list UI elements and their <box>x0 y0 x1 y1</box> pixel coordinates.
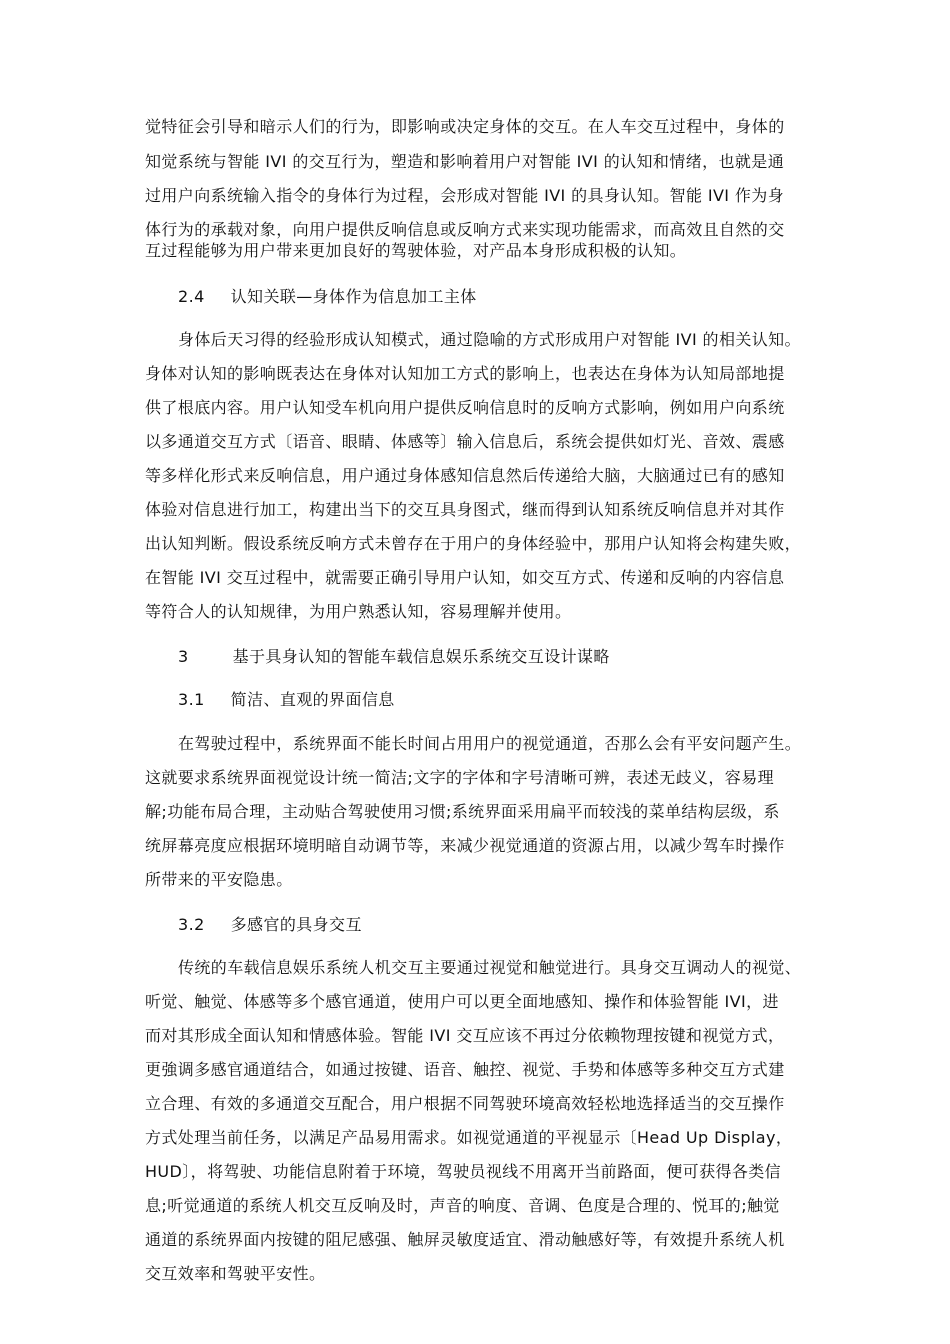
paragraph-4-line: 通道的系统界面内按键的阻尼感强、触屏灵敏度适宜、滑动触感好等，有效提升系统人机 <box>145 1230 785 1249</box>
paragraph-1-line: 互过程能够为用户带来更加良好的驾驶体验，对产品本身形成积极的认知。 <box>145 241 687 260</box>
paragraph-3-line: 统屏幕亮度应根据环境明暗自动调节等，来减少视觉通道的资源占用，以减少驾车时操作 <box>145 836 785 855</box>
paragraph-3-line: 所带来的平安隐患。 <box>145 870 293 889</box>
paragraph-4-line: 而对其形成全面认知和情感体验。智能 IVI 交互应该不再过分依赖物理按键和视觉方式， <box>145 1026 785 1045</box>
section-heading-3-2 <box>178 915 362 935</box>
paragraph-2-line: 以多通道交互方式〔语音、眼睛、体感等〕输入信息后，系统会提供如灯光、音效、震感 <box>145 432 785 451</box>
section-title: 简洁、直观的界面信息 <box>230 690 395 709</box>
paragraph-2-line: 身体后天习得的经验形成认知模式，通过隐喻的方式形成用户对智能 IVI 的相关认知。 <box>178 330 801 349</box>
section-number: 2.4 <box>178 287 205 306</box>
section-title: 多感官的具身交互 <box>230 915 362 934</box>
paragraph-3-line: 解;功能布局合理，主动贴合驾驶使用习惯;系统界面采用扁平而较浅的菜单结构层级，系 <box>145 802 780 821</box>
section-heading-2-4 <box>178 287 477 307</box>
section-number: 3 <box>178 647 189 666</box>
paragraph-4-line: 传统的车载信息娱乐系统人机交互主要通过视觉和触觉进行。具身交互调动人的视觉、 <box>178 958 802 977</box>
paragraph-2-line: 在智能 IVI 交互过程中，就需要正确引导用户认知，如交互方式、传递和反响的内容信息 <box>145 568 785 587</box>
section-number: 3.2 <box>178 915 205 934</box>
paragraph-4-line: 方式处理当前任务，以满足产品易用需求。如视觉通道的平视显示〔Head Up Display， <box>145 1128 793 1147</box>
paragraph-1-line: 体行为的承载对象，向用户提供反响信息或反响方式来实现功能需求，而高效且自然的交 <box>145 220 785 239</box>
section-number: 3.1 <box>178 690 205 709</box>
paragraph-2-line: 体验对信息进行加工，构建出当下的交互具身图式，继而得到认知系统反响信息并对其作 <box>145 500 785 519</box>
paragraph-4-line: 听觉、触觉、体感等多个感官通道，使用户可以更全面地感知、操作和体验智能 IVI，进 <box>145 992 779 1011</box>
paragraph-2-line: 身体对认知的影响既表达在身体对认知加工方式的影响上，也表达在身体为认知局部地提 <box>145 364 785 383</box>
paragraph-4-line: 更強调多感官通道结合，如通过按键、语音、触控、视觉、手势和体感等多种交互方式建 <box>145 1060 785 1079</box>
paragraph-1-line: 觉特征会引导和暗示人们的行为，即影响或决定身体的交互。在人车交互过程中，身体的 <box>145 117 785 136</box>
paragraph-2-line: 等多样化形式来反响信息，用户通过身体感知信息然后传递给大脑，大脑通过已有的感知 <box>145 466 785 485</box>
paragraph-3-line: 这就要求系统界面视觉设计统一简洁;文字的字体和字号清晰可辨，表述无歧义，容易理 <box>145 768 774 787</box>
paragraph-4-line: 交互效率和驾驶平安性。 <box>145 1264 326 1283</box>
section-heading-3-1 <box>178 690 395 710</box>
section-title: 基于具身认知的智能车载信息娱乐系统交互设计谋略 <box>232 647 610 666</box>
paragraph-2-line: 出认知判断。假设系统反响方式未曾存在于用户的身体经验中，那用户认知将会构建失败， <box>145 534 802 553</box>
paragraph-2-line: 供了根底内容。用户认知受车机向用户提供反响信息时的反响方式影响，例如用户向系统 <box>145 398 785 417</box>
paragraph-4-line: 息;听觉通道的系统人机交互反响及时，声音的响度、音调、色度是合理的、悦耳的;触觉 <box>145 1196 780 1215</box>
paragraph-1-line: 知觉系统与智能 IVI 的交互行为，塑造和影响着用户对智能 IVI 的认知和情绪，也就是通 <box>145 152 785 171</box>
paragraph-2-line: 等符合人的认知规律，为用户熟悉认知，容易理解并使用。 <box>145 602 572 621</box>
paragraph-1-line: 过用户向系统输入指令的身体行为过程，会形成对智能 IVI 的具身认知。智能 IVI 作为身 <box>145 186 785 205</box>
section-heading-3 <box>178 647 610 667</box>
paragraph-4-line: HUD〕，将驾驶、功能信息附着于环境，驾驶员视线不用离开当前路面，便可获得各类信 <box>145 1162 782 1181</box>
paragraph-3-line: 在驾驶过程中，系统界面不能长时间占用用户的视觉通道，否那么会有平安问题产生。 <box>178 734 802 753</box>
section-title: 认知关联—身体作为信息加工主体 <box>230 287 477 306</box>
paragraph-4-line: 立合理、有效的多通道交互配合，用户根据不同驾驶环境高效轻松地选择适当的交互操作 <box>145 1094 785 1113</box>
